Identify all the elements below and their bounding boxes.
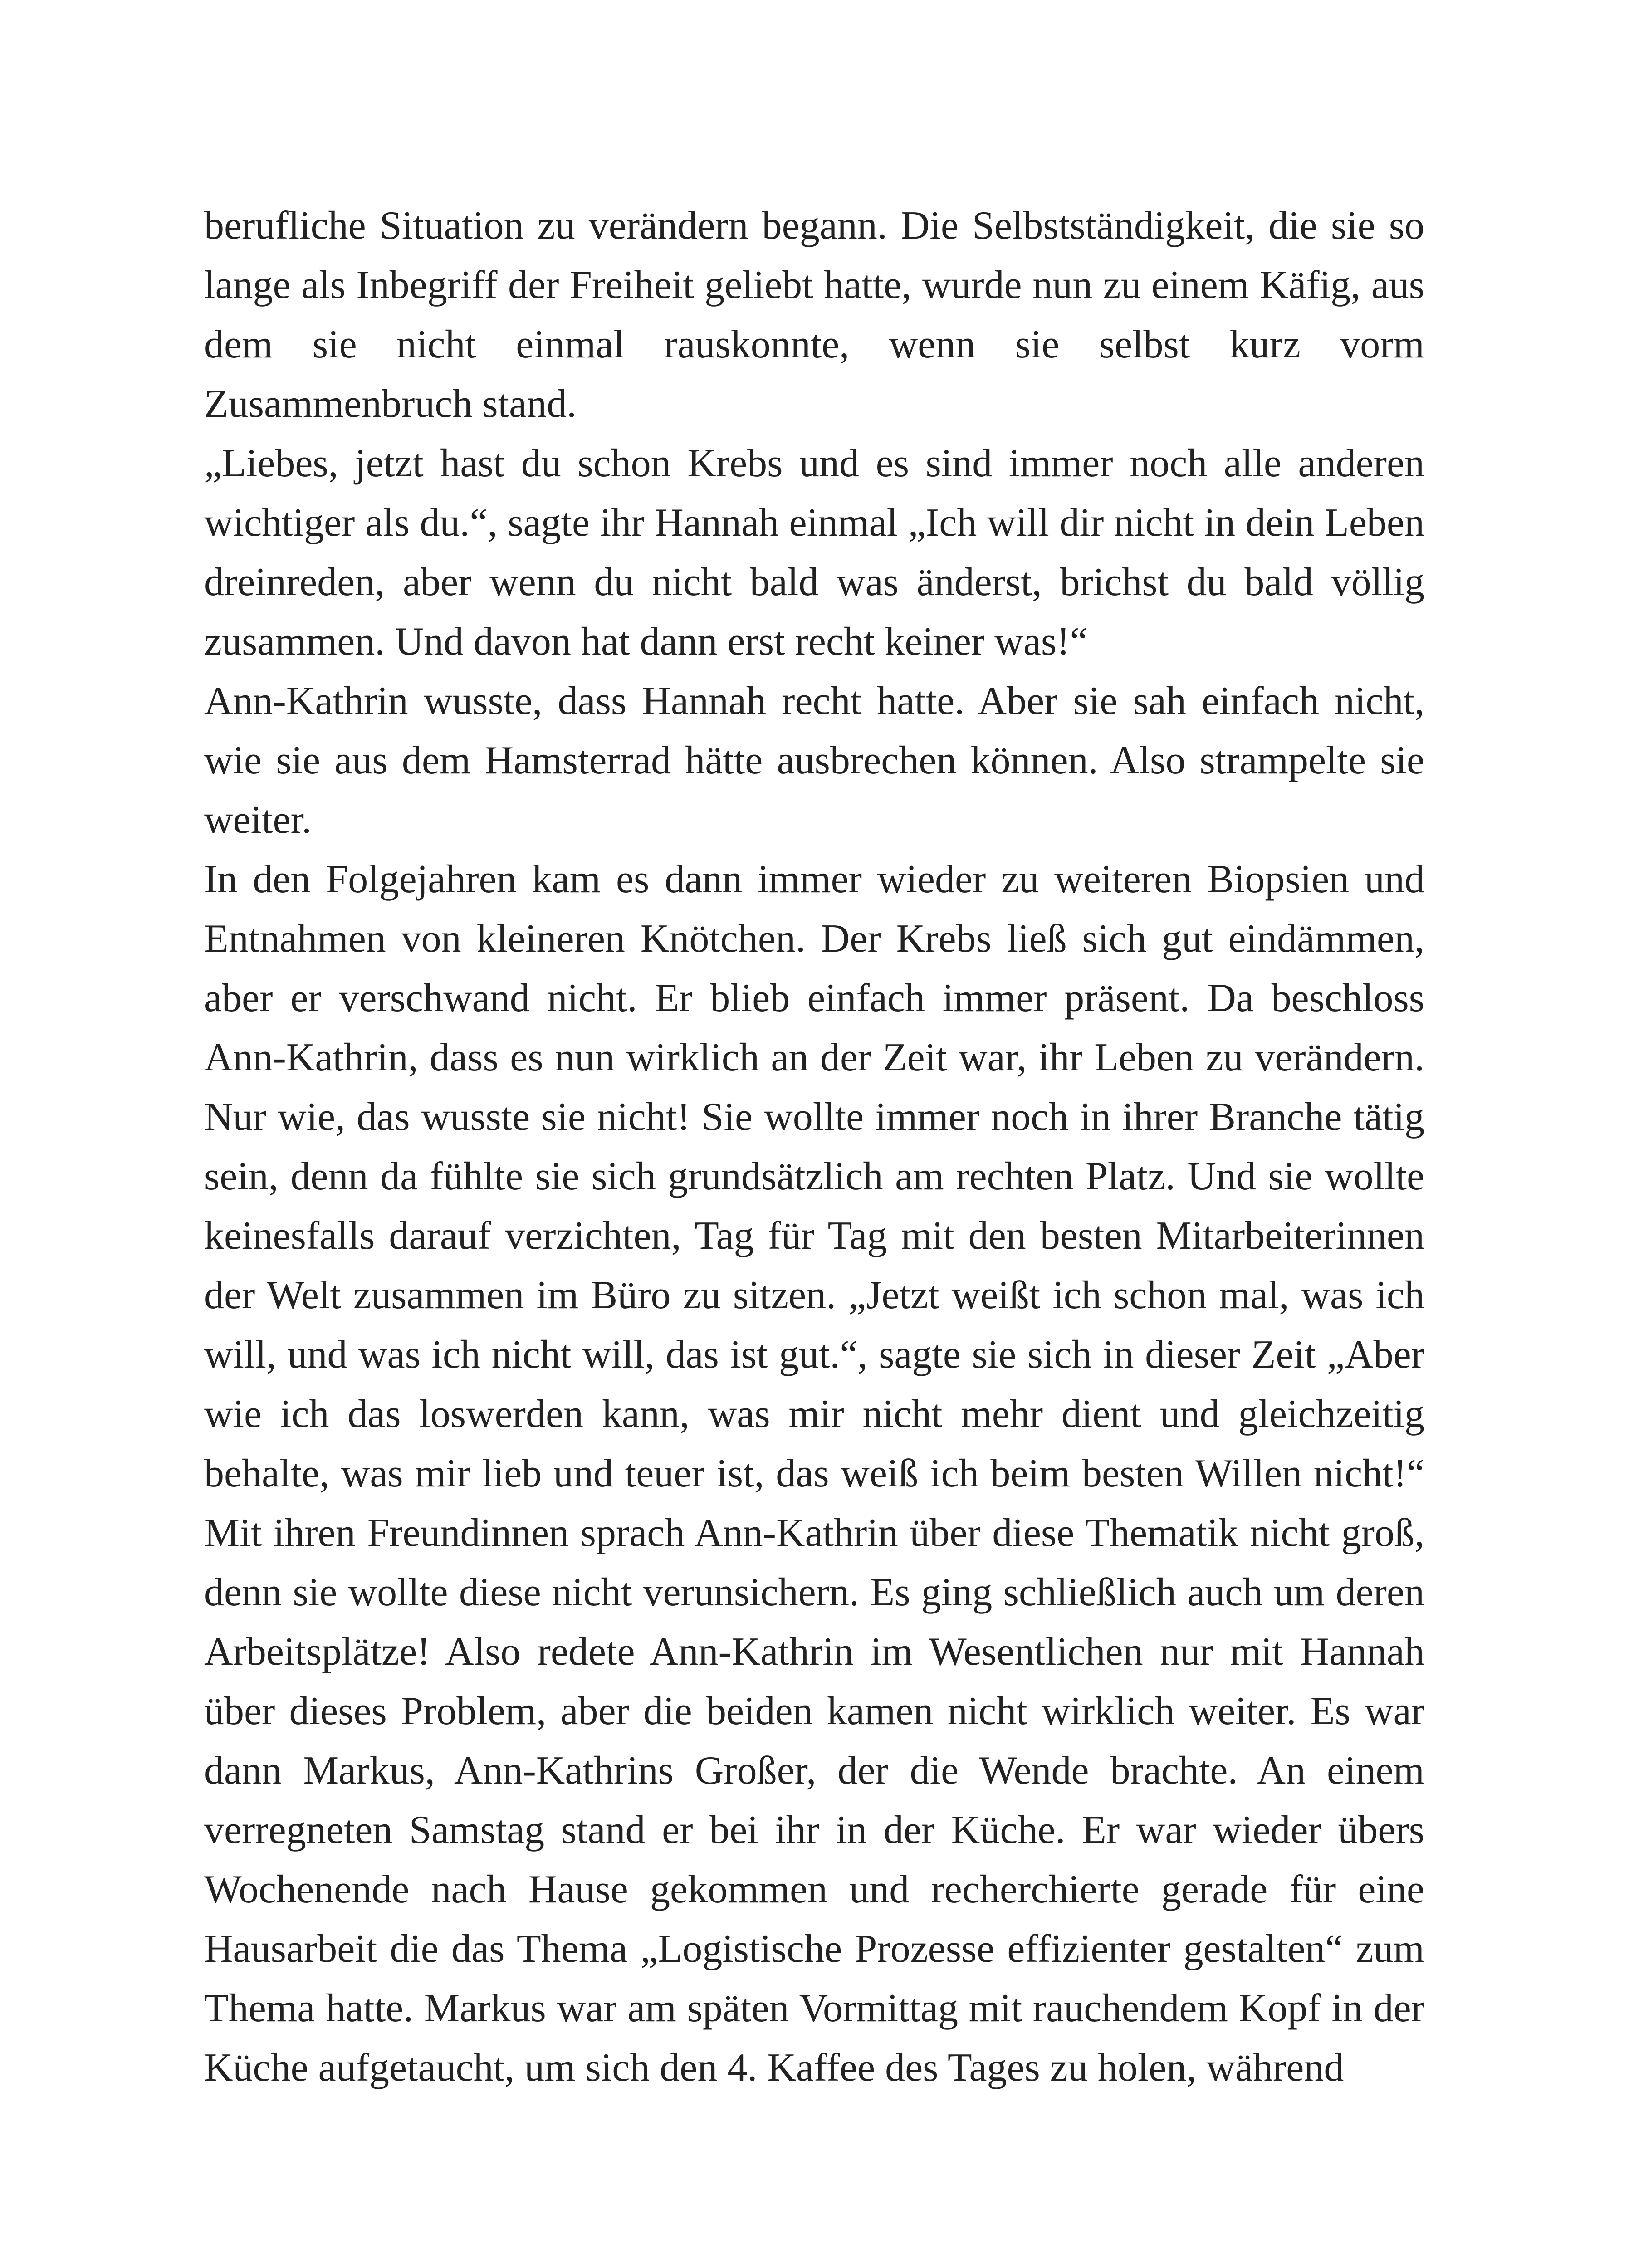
paragraph: Ann-Kathrin wusste, dass Hannah recht hatte. Aber sie sah einfach nicht, wie sie aus dem Hamsterrad hätte ausbrechen können. Also strampelte sie weiter. bbox=[204, 679, 1424, 842]
body-text bbox=[204, 196, 1424, 2097]
paragraph: In den Folgejahren kam es dann immer wieder zu weiteren Biopsien und Entnahmen von kleineren Knötchen. Der Krebs ließ sich gut eindämmen, aber er verschwand nicht. Er blieb einfach immer präsent. Da beschloss Ann-Kathrin, dass es nun wirklich an der Zeit war, ihr Leben zu verändern. Nur wie, das wusste sie nicht! Sie wollte immer noch in ihrer Branche tätig sein, denn da fühlte sie sich grundsätzlich am rechten Platz. Und sie wollte keinesfalls darauf verzichten, Tag für Tag mit den besten Mitarbeiterinnen der Welt zusammen im Büro zu sitzen. „Jetzt weißt ich schon mal, was ich will, und was ich nicht will, das ist gut.“, sagte sie sich in dieser Zeit „Aber wie ich das loswerden kann, was mir nicht mehr dient und gleichzeitig behalte, was mir lieb und teuer ist, das weiß ich beim besten Willen nicht!“ Mit ihren Freundinnen sprach Ann-Kathrin über diese Thematik nicht groß, denn sie wollte diese nicht verunsichern. Es ging schließlich auch um deren Arbeitsplätze! Also redete Ann-Kathrin im Wesentlichen nur mit Hannah über dieses Problem, aber die beiden kamen nicht wirklich weiter. Es war dann Markus, Ann-Kathrins Großer, der die Wende brachte. An einem verregneten Samstag stand er bei ihr in der Küche. Er war wieder übers Wochenende nach Hause gekommen und recherchierte gerade für eine Hausarbeit die das Thema „Logistische Prozesse effizienter gestalten“ zum Thema hatte. Markus war am späten Vormittag mit rauchendem Kopf in der Küche aufgetaucht, um sich den 4. Kaffee des Tages zu holen, während bbox=[204, 857, 1424, 2090]
paragraph: berufliche Situation zu verändern begann. Die Selbstständigkeit, die sie so lange als Inbegriff der Freiheit geliebt hatte, wurde nun zu einem Käfig, aus dem sie nicht einmal rauskonnte, wenn sie selbst kurz vorm Zusammenbruch stand. bbox=[204, 204, 1424, 426]
paragraph: „Liebes, jetzt hast du schon Krebs und es sind immer noch alle anderen wichtiger als du.“, sagte ihr Hannah einmal „Ich will dir nicht in dein Leben dreinreden, aber wenn du nicht bald was änderst, brichst du bald völlig zusammen. Und davon hat dann erst recht keiner was!“ bbox=[204, 441, 1424, 664]
